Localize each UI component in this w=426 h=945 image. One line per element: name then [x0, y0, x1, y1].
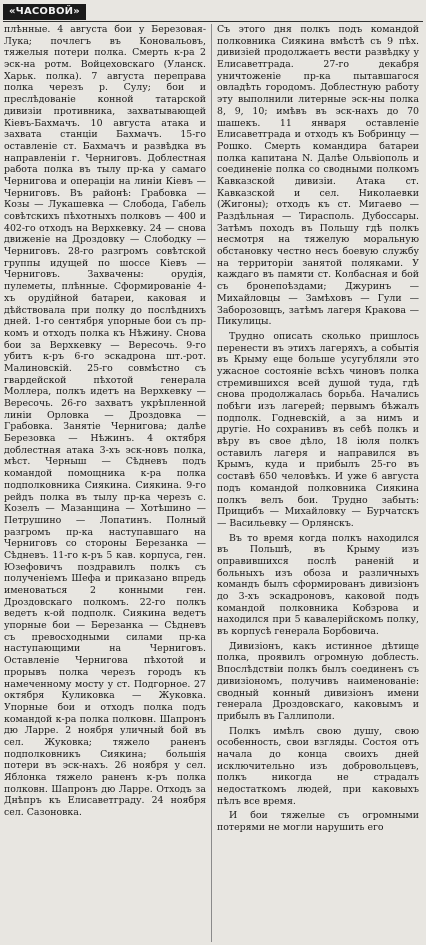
right-paragraph-1: Съ этого дня полкъ подъ командой полковника Сиякина вмѣстѣ съ 9 пѣх. дивизіей продолжаетъ вести развѣдку у Елисаветграда. 27-го декабря уничтоженіе пр-ка пытавшагося овладѣть городомъ. Доблестную работу эту выполнили литерные эск-ны полка 8, 9, 10; имѣвъ въ эск-нахъ до 70 шашекъ. 11 января оставленіе Елисаветграда и отходъ къ Бобринцу — Рошко. Смерть командира батареи полка капитана N. Далѣе Ольвіополь и соединеніе полка со сводными полкомъ Кавказской дивизіи. Атака ст. Кавказской и сел. Николаевки (Жигоны); отходъ къ ст. Мигаево — Раздѣльная — Тирасполь. Дубоссары. Затѣмъ походъ въ Польшу гдѣ полкъ несмотря на тяжелую моральную обстановку честно несъ боевую службу на территоріи занятой поляками. У каждаго въ памяти ст. Колбасная и бой съ бронепоѣздами; Джуринъ — Михайловцы — Замѣховъ — Гули — Заборозовщъ, затѣмъ лагеря Кракова — Пикулицы. — [217, 24, 419, 328]
right-paragraph-3: Въ то время когда полкъ находился въ Польшѣ, въ Крыму изъ оправившихся послѣ раненій и больныхъ изъ обоза и различныхъ командъ былъ сформированъ дивизіонъ до 3-хъ эскадроновъ, каковой подъ командой полковника Кобзрова и находился при 5 кавалерійскомъ полку, въ корпусѣ генерала Борбовича. — [217, 532, 419, 638]
right-paragraph-5: Полкъ имѣлъ свою душу, свою особенность, свои взгляды. Состоя отъ начала до конца своихъ дней исключительно изъ добровольцевъ, полкъ никогда не страдалъ недостаткомъ людей, при каковыхъ пѣлъ все время. — [217, 725, 419, 807]
left-paragraph-1: плѣнные. 4 августа бои у Березовая-Лука; почлегъ въ Коновальовъ, тяжелыя потери полка. Смерть к-ра 2 эск-на ротм. Войцеховскаго (Уланск. Харьк. полка). 7 августа переправа полка черезъ р. Сулу; бои и преслѣдованіе конной татарской дивизіи противника, захватывающей Кіевъ-Бахмачъ. 10 августа атака и захвата станціи Бахмачъ. 15-го оставленіе ст. Бахмачъ и развѣдка въ направленіи г. Черниговъ. Доблестная работа полка въ тылу пр-ка у самаго Чернигова и операціи на линіи Кіевъ — Черниговъ. Въ районѣ: Грабовка — Козы — Лукашевка — Слобода, Габель совѣтскихъ пѣхотныхъ полковъ — 400 и 402-го отходъ на Верхкевку. 24 — снова движеніе на Дроздовку — Слободку — Черниговъ. 28-го разгромъ совѣтской группы идущей по шоссе Кіевъ — Черниговъ. Захвачены: орудія, пулеметы, плѣнные. Сформированіе 4-хъ орудійной батареи, каковая и дѣйствовала при полку до послѣднихъ дней. 1-го сентября упорные бои съ пр-комъ и отходъ полка къ Нѣжину. Снова бои за Верхкевку — Вересочь. 9-го убитъ к-ръ 6-го эскадрона шт.-рот. Малиновскій. 25-го совмѣстно съ гвардейской пѣхотой генерала Моллера, полкъ идетъ на Верхкевку — Вересочь. 26-го захватъ укрѣпленной линіи Орловка — Дроздовка — Грабовка. Занятіе Чернигова; далѣе Березовка — Нѣжинъ. 4 октября доблестная атака 3-хъ эск-новъ полка, мѣст. Черныш — Сѣдневъ подъ командой помощника к-ра полка подполковника Сиякина. Сиякина. 9-го рейдъ полка въ тылу пр-ка черезъ с. Козелъ — Мазанщина — Хотѣшино — Петрушино — Лопатинъ. Полный разгромъ пр-ка наступавшаго на Черниговъ со стороны Березанка — Сѣдневъ. 11-го к-ръ 5 кав. корпуса, ген. Юзефовичъ поздравилъ полкъ съ полученіемъ Шефа и приказано впредь именоваться 2 конными ген. Дроздовскаго полкомъ. 22-го полкъ ведетъ к-ой подполк. Сиякина ведетъ упорные бои — Березанка — Сѣдневъ съ превосходными силами пр-ка наступающими на Черниговъ. Оставленіе Чернигова пѣхотой и прорывъ полка черезъ городъ къ намеченному мосту у ст. Подгорное. 27 октября Куликовка — Жуковка. Упорные бои и отходъ полка подъ командой к-ра полка полковн. Шапронъ дю Ларре. 2 ноября уличный бой въ сел. Жуковка; тяжело раненъ подполковникъ Сиякина; большія потери въ эск-нахъ. 26 ноября у сел. Яблонка тяжело раненъ к-ръ полка полковн. Шапронъ дю Ларре. Отходъ за Днѣпръ къ Елисаветграду. 24 ноября сел. Сазоновка. — [4, 24, 206, 819]
masthead-title: «ЧАСОВОЙ» — [3, 4, 86, 20]
header-rule — [3, 21, 423, 22]
left-column — [4, 24, 206, 942]
column-divider — [211, 24, 212, 942]
right-column — [217, 24, 419, 942]
right-paragraph-2: Трудно описать сколько пришлось перенести въ этихъ лагеряхъ, а событія въ Крыму еще больше усугубляли это ужасное состояніе всѣхъ чиновъ полка стремившихся всей душой туда, гдѣ снова продолжалась борьба. Начались побѣги изъ лагерей; первымъ бѣжалъ подполк. Годневскій, а за нимъ и другіе. Но сохранивъ въ себѣ полкъ и вѣру въ свое дѣло, 18 іюля полкъ оставилъ лагеря и направился въ Крымъ, куда и прибылъ 25-го въ составѣ 650 человѣкъ. И уже 6 августа подъ командой полковника Сиякина полкъ велъ бои. Трудно забыть: Прищибъ — Михайловку — Бурчатскъ — Васильевку — Орлянскъ. — [217, 330, 419, 529]
right-paragraph-4: Дивизіонъ, какъ истинное дѣтище полка, проявилъ огромную доблесть. Впослѣдствіи полкъ былъ соединенъ съ дивизіономъ, получивъ наименованіе: сводный конный дивизіонъ имени генерала Дроздовскаго, каковымъ и прибылъ въ Галлиполи. — [217, 640, 419, 722]
right-paragraph-6: И бои тяжелые съ огромными потерями не могли нарушить его — [217, 810, 419, 834]
